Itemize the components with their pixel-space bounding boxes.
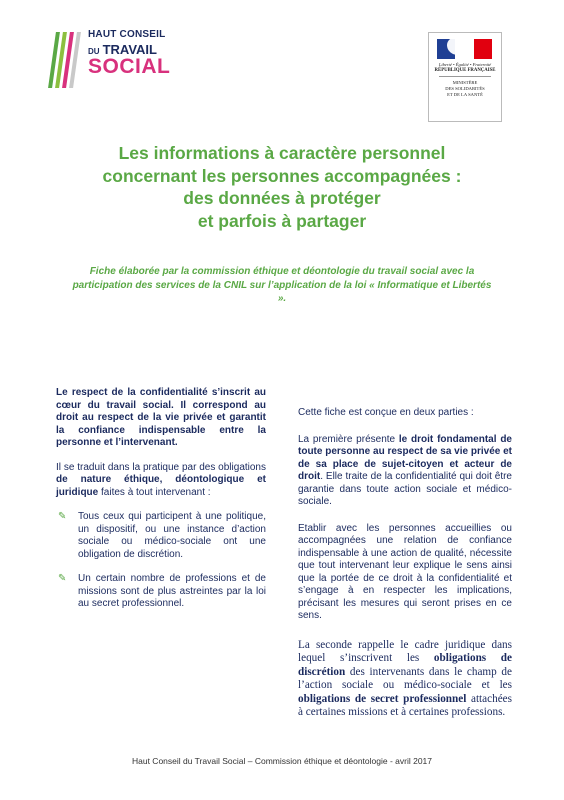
page-title: Les informations à caractère personnel concernant les personnes accompagnées : des données à protéger et parfois à partager bbox=[102, 143, 462, 231]
list-item: ✎ Tous ceux qui participent à une politique, un dispositif, ou une instance d’action sociale ou médico-sociale ont une obligation de discrétion. bbox=[58, 511, 266, 560]
trust-paragraph: Etablir avec les personnes accueillies ou accompagnées une relation de confiance indispensable à une action de qualité, nécessite que tout intervenant leur explique le sens ainsi que la portée de ce droit à la confidentialité et s’engage à en respecter les implications, précisant les mesures qui seront prises en ce sens. bbox=[298, 522, 512, 621]
right-column bbox=[298, 407, 512, 720]
logo-text: HAUT CONSEIL DU TRAVAIL SOCIAL bbox=[88, 29, 171, 78]
page-subtitle: Fiche élaborée par la commission éthique et déontologie du travail social avec la participation des services de la CNIL sur l’application de la loi « Informatique et Libertés ». bbox=[72, 266, 492, 304]
ministry-divider bbox=[439, 76, 491, 77]
list-item: ✎ Un certain nombre de professions et de missions sont de plus astreintes par la loi au secret professionnel. bbox=[58, 573, 266, 609]
ministry-logo bbox=[428, 32, 502, 122]
obligations-paragraph: Il se traduit dans la pratique par des obligations de nature éthique, déontologique et juridique faites à tout intervenant : bbox=[56, 461, 266, 498]
pencil-bullet-icon: ✎ bbox=[58, 573, 67, 584]
hcts-logo bbox=[50, 30, 190, 102]
left-column bbox=[56, 387, 266, 611]
ministry-motto: Liberté • Égalité • Fraternité bbox=[438, 62, 492, 67]
lead-paragraph: Le respect de la confidentialité s’inscrit au cœur du travail social. Il correspond au droit au respect de la vie privée et garantit la confiance indispensable entre la personne et l’intervenant. bbox=[56, 387, 266, 448]
marianne-icon bbox=[447, 37, 467, 55]
ministry-republic: RÉPUBLIQUE FRANÇAISE bbox=[434, 68, 496, 73]
ministry-name: MINISTÈRE DES SOLIDARITÉS ET DE LA SANTÉ bbox=[445, 80, 485, 97]
logo-bars-icon bbox=[50, 32, 80, 88]
intro-paragraph: Cette fiche est conçue en deux parties : bbox=[298, 407, 474, 418]
second-part-paragraph: La seconde rappelle le cadre juridique dans lequel s’inscrivent les obligations de discrétion des intervenants dans le champ de l’action sociale ou médico-sociale et les obligations de secret professionnel attachées à certaines missions et à certaines professions. bbox=[298, 638, 512, 718]
pencil-bullet-icon: ✎ bbox=[58, 511, 67, 522]
page-footer: Haut Conseil du Travail Social – Commission éthique et déontologie - avril 2017 bbox=[131, 756, 433, 766]
first-part-paragraph: La première présente le droit fondamental de toute personne au respect de sa vie privée et de sa place de sujet-citoyen et acteur de droit. Elle traite de la confidentialité qui doit être garantie dans toute action sociale et médico-sociale. bbox=[298, 433, 512, 507]
